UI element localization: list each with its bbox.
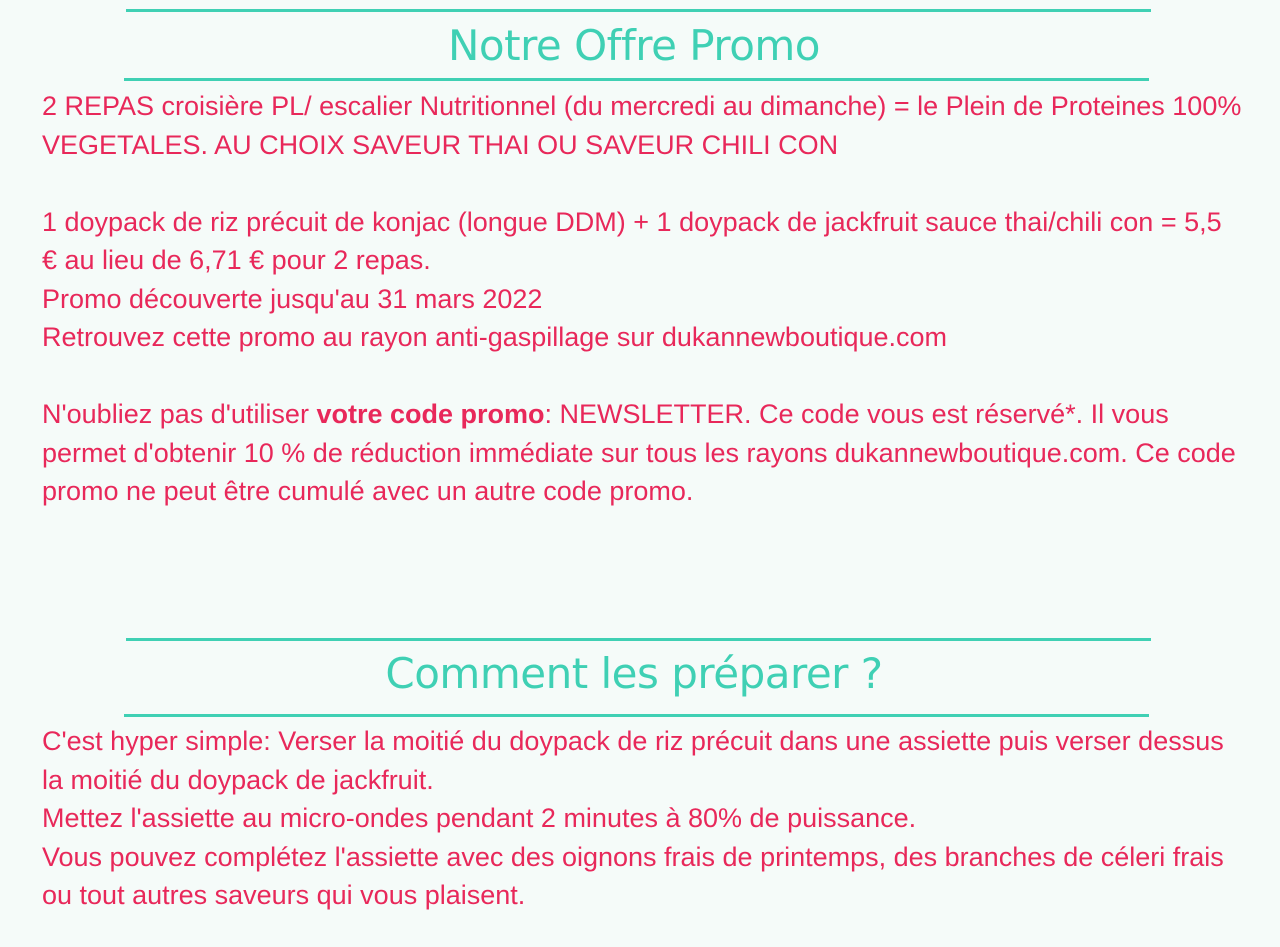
section-top-divider: [126, 9, 1151, 12]
offer-pricing: 1 doypack de riz précuit de konjac (longue DDM) + 1 doypack de jackfruit sauce thai/chili con = 5,5 € au lieu de 6,71 € pour 2 repas.: [42, 206, 1222, 275]
preparation-title: Comment les préparer ?: [385, 649, 883, 698]
offer-content: [42, 87, 1242, 511]
promo-code-label: votre code promo: [316, 399, 545, 429]
promo-code-details: : NEWSLETTER. Ce code vous est réservé*. Il vous permet d'obtenir 10 % de réduction immédiate sur tous les rayons dukannewboutique.com. Ce code promo ne peut être cumulé avec un autre code promo.: [42, 399, 1236, 506]
offer-title: Notre Offre Promo: [447, 21, 821, 70]
offer-validity: Promo découverte jusqu'au 31 mars 2022: [42, 283, 543, 314]
preparation-step-1: C'est hyper simple: Verser la moitié du doypack de riz précuit dans une assiette puis verser dessus la moitié du doypack de jackfruit.: [42, 726, 1224, 795]
promo-code-paragraph: [42, 395, 1242, 511]
section-top-divider: [126, 638, 1151, 641]
section-bottom-divider: [124, 714, 1149, 717]
section-bottom-divider: [124, 78, 1149, 81]
preparation-step-3: Vous pouvez complétez l'assiette avec des oignons frais de printemps, des branches de céleri frais ou tout autres saveurs qui vous plaisent.: [42, 841, 1224, 910]
preparation-content: [42, 722, 1242, 915]
preparation-step-2: Mettez l'assiette au micro-ondes pendant 2 minutes à 80% de puissance.: [42, 803, 917, 833]
offer-location: Retrouvez cette promo au rayon anti-gaspillage sur dukannewboutique.com: [42, 322, 948, 352]
offer-description: 2 REPAS croisière PL/ escalier Nutritionnel (du mercredi au dimanche) = le Plein de Proteines 100% VEGETALES. AU CHOIX SAVEUR THAI OU SAVEUR CHILI CON: [42, 91, 1242, 160]
promo-code-intro: N'oubliez pas d'utiliser: [42, 399, 317, 429]
